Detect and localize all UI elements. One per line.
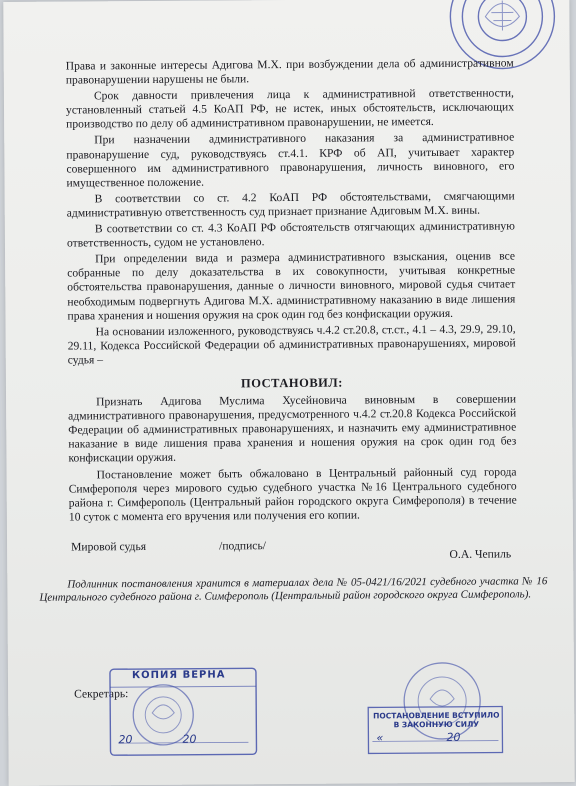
paragraph-verdict: Признать Адигова Муслима Хусейновича виновным в совершении административного правонарушения, предусмотренного ч.4.2 ст.20.8 Кодекса Российской Федерации об административных правонарушениях, и назначить ему административное наказание в виде лишения права хранения и ношения оружия на срок один год без конфискации оружия. [68, 392, 517, 465]
judge-name: О.А. Чепиль [449, 547, 512, 561]
paragraph-penalty-reasoning: При определении вида и размера административного взыскания, оценив все собранные по делу доказательства в их совокупности, учитывая конкретные обстоятельства правонарушения, данные о личности виновного, мировой судья считает необходимым подвергнуть Адигова М.Х. административному наказанию в виде лишения права хранения и ношения оружия на срок один год без конфискации оружия. [67, 249, 516, 323]
copy-stamp-date-suffix: 20 [182, 732, 197, 746]
original-location-note: Подлинник постановления хранится в материалах дела № 05-0421/16/2021 судебного участка № 16 Центрального судебного района г. Симферополь (Центральный район городского округа Симферополь). [39, 575, 548, 605]
paragraph-aggravating: В соответствии со ст. 4.3 КоАП РФ обстоятельств отягчающих административную ответственность, судом не установлено. [66, 219, 515, 250]
paragraph-rights: Права и законные интересы Адигова М.Х. при возбуждении дела об административном правонарушении нарушены не были. [65, 56, 514, 87]
secretary-label: Секретарь: [74, 687, 129, 701]
paragraph-grounds: На основании изложенного, руководствуясь ч.4.2 ст.20.8, ст.ст., 4.1 – 4.3, 29.9, 29.10, 29.11, Кодекса Российской Федерации об административных правонарушениях, мировой судья – [67, 322, 516, 367]
judge-role: Мировой судья [71, 539, 147, 554]
enforcement-stamp [366, 658, 507, 757]
paragraph-sentencing: При назначении административного наказания за административное правонарушение суд, руководствуясь ст.4.1. КРФ об АП, учитывает характер совершенного им административного правонарушения, личность виновного, его имущественное положение. [66, 130, 515, 190]
signature-block [69, 537, 517, 578]
copy-stamp-title: КОПИЯ ВЕРНА [131, 669, 226, 682]
document-page [3, 0, 574, 786]
paragraph-mitigating: В соответствии со ст. 4.2 КоАП РФ обстоятельствами, смягчающими административную ответственность суд признает признание Адиговым М.Х. вины. [66, 189, 515, 220]
copy-verified-stamp [108, 666, 259, 759]
enforcement-stamp-title: ПОСТАНОВЛЕНИЕ ВСТУПИЛО В ЗАКОННУЮ СИЛУ [373, 710, 500, 730]
paragraph-appeal: Постановление может быть обжаловано в Центральный районный суд города Симферополя через мирового судью судебного участка №16 Центрального судебного района г. Симферополь (Центральный район городского округа Симферополя) в течение 10 суток с момента его вручения или получения его копии. [68, 464, 517, 524]
copy-stamp-date-prefix: 20 [118, 733, 133, 747]
paragraph-limitation: Срок давности привлечения лица к административной ответственности, установленный статьей 4.5 КоАП РФ, не истек, иных обстоятельств, исключающих производство по делу об административном правонарушении, не имеется. [65, 86, 515, 131]
enforcement-stamp-date-prefix: « [376, 731, 384, 745]
document-body [39, 56, 548, 607]
signature-mark: /подпись/ [219, 539, 266, 553]
resolution-heading: ПОСТАНОВИЛ: [240, 375, 343, 391]
enforcement-stamp-date-suffix: 20 [446, 730, 461, 744]
